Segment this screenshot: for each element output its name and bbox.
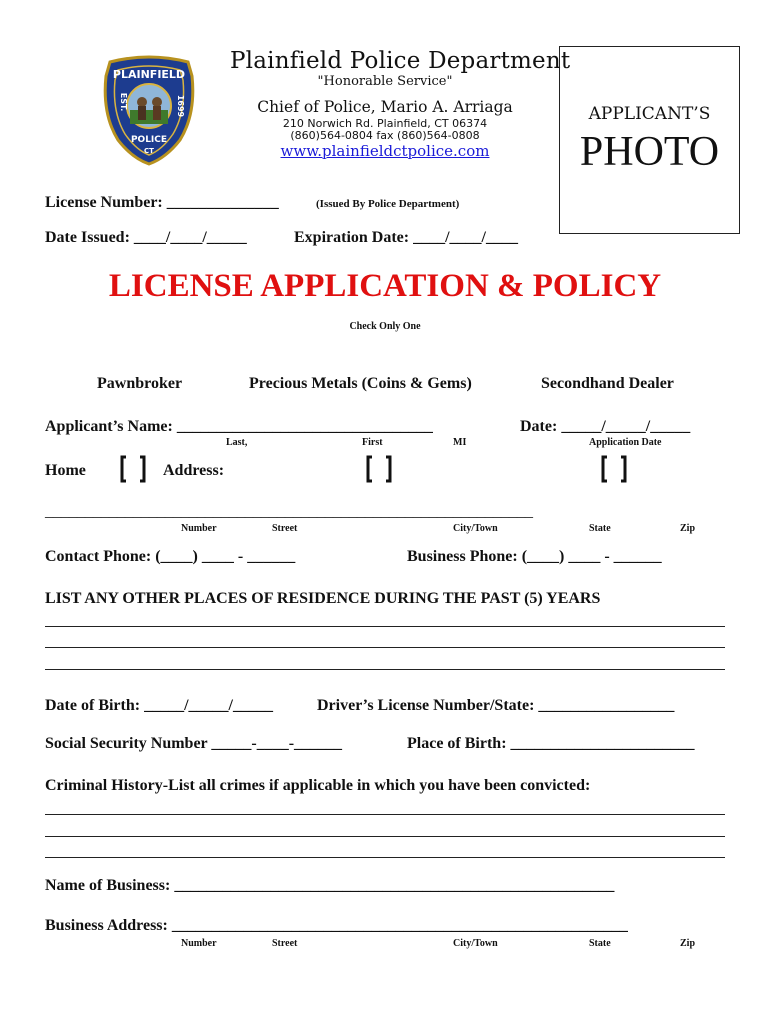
applicant-photo-box [559, 46, 740, 234]
business-sub-city: City/Town [453, 938, 498, 949]
checkbox-1[interactable] [120, 455, 146, 483]
address-label: Address: [163, 462, 225, 479]
photo-box-title: PHOTO [579, 129, 720, 175]
date-issued-field[interactable]: Date Issued: ____/____/_____ [45, 229, 247, 246]
expiration-date-field[interactable]: Expiration Date: ____/____/____ [294, 229, 518, 246]
address-sub-zip: Zip [680, 523, 696, 534]
checkbox-2[interactable] [366, 455, 392, 483]
address-sub-number: Number [181, 523, 217, 534]
checkbox-3[interactable] [601, 455, 627, 483]
check-only-one-note: Check Only One [349, 321, 421, 332]
residence-line-2[interactable] [45, 647, 725, 648]
contact-phone-field[interactable]: Contact Phone: (____) ____ - ______ [45, 548, 296, 565]
home-label: Home [45, 462, 86, 479]
address-sub-street: Street [272, 523, 298, 534]
department-address: 210 Norwich Rd. Plainfield, CT 06374 [282, 117, 488, 130]
option-secondhand-dealer[interactable]: Secondhand Dealer [541, 375, 674, 392]
name-sub-mi: MI [453, 437, 467, 448]
chief-of-police: Chief of Police, Mario A. Arriaga [257, 98, 513, 116]
issued-by-note: (Issued By Police Department) [316, 198, 460, 210]
form-title: LICENSE APPLICATION & POLICY [108, 268, 662, 304]
criminal-line-2[interactable] [45, 836, 725, 837]
date-of-birth-field[interactable]: Date of Birth: _____/_____/_____ [45, 697, 273, 714]
address-sub-state: State [589, 523, 611, 534]
name-sub-application-date: Application Date [589, 437, 662, 448]
badge-bottom-state: CT [144, 147, 154, 155]
badge-bottom-text: POLICE [130, 135, 168, 145]
residence-line-3[interactable] [45, 669, 725, 670]
license-number-field[interactable]: License Number: ______________ [45, 194, 279, 211]
place-of-birth-field[interactable]: Place of Birth: _______________________ [407, 735, 695, 752]
business-name-field[interactable]: Name of Business: _______________________________________________________ [45, 877, 615, 894]
option-pawnbroker[interactable]: Pawnbroker [97, 375, 183, 392]
business-sub-street: Street [272, 938, 298, 949]
residences-heading: LIST ANY OTHER PLACES OF RESIDENCE DURING THE PAST (5) YEARS [45, 590, 601, 607]
business-address-field[interactable]: Business Address: _________________________________________________________ [45, 917, 628, 934]
drivers-license-field[interactable]: Driver’s License Number/State: _________________ [317, 697, 675, 714]
badge-top-text: PLAINFIELD [112, 68, 186, 81]
business-sub-zip: Zip [680, 938, 696, 949]
ssn-field[interactable]: Social Security Number _____-____-______ [45, 735, 343, 752]
department-phones: (860)564-0804 fax (860)564-0808 [290, 129, 480, 142]
application-date-field[interactable]: Date: _____/_____/_____ [520, 418, 691, 435]
option-precious-metals[interactable]: Precious Metals (Coins & Gems) [249, 375, 472, 392]
name-sub-first: First [362, 437, 383, 448]
applicant-name-field[interactable]: Applicant’s Name: ________________________________ [45, 418, 433, 435]
business-sub-number: Number [181, 938, 217, 949]
residence-line-1[interactable] [45, 626, 725, 627]
department-motto: "Honorable Service" [317, 74, 453, 89]
criminal-line-1[interactable] [45, 814, 725, 815]
photo-box-label: APPLICANT’S [588, 104, 711, 124]
home-address-line[interactable]: _____________________________________________________________ [45, 503, 533, 520]
address-sub-city: City/Town [453, 523, 498, 534]
name-sub-last: Last, [226, 437, 248, 448]
department-name: Plainfield Police Department [230, 48, 571, 74]
criminal-history-heading: Criminal History-List all crimes if applicable in which you have been convicted: [45, 777, 591, 794]
badge-left-text: EST. [119, 92, 128, 112]
police-badge-logo [100, 54, 198, 166]
department-website-link[interactable]: www.plainfieldctpolice.com [280, 142, 490, 160]
criminal-line-3[interactable] [45, 857, 725, 858]
business-sub-state: State [589, 938, 611, 949]
business-phone-field[interactable]: Business Phone: (____) ____ - ______ [407, 548, 662, 565]
badge-right-text: 1699 [176, 94, 185, 118]
